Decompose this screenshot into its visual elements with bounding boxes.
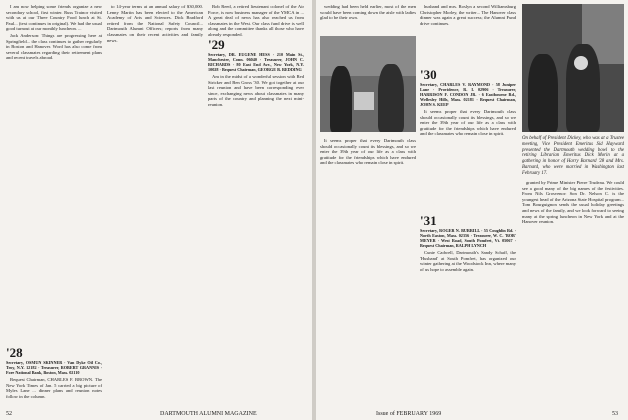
class-1930-text: It seems proper that every Dartmouth class should occasionally count its blessings, and so we enter the 39th year of our life as a class with gratitude for the friendships which have endured and the classmates who remain close in spirit. <box>420 109 516 137</box>
class-1928-officers: Secretary, OSMUN SKINNER · Van Dyke Oil Co., Troy, N.Y. 12182 · Treasurer, ROBERT GRANNIS · Fore National Bank, Boston, Mass. 02110 <box>6 360 102 375</box>
class-1931-officers: Secretary, ROGER N. BURRILL · 55 Coughlin Rd. · North Easton, Mass. 02356 · Treasurer, W. C. 'BOB' MEYER · West Road, South Pomfret, Vt. 05067 · Bequest Chairman, RALPH LYNCH <box>420 228 516 248</box>
class-1931-section <box>420 212 516 408</box>
left-column-1 <box>6 4 102 344</box>
ceremony-photo <box>320 36 416 132</box>
left-column-2 <box>107 4 203 408</box>
class-1928-heading: '28 <box>6 345 23 360</box>
right-col1-body: It seems proper that every Dartmouth class should occasionally count its blessings, and so we enter the 39th year of our life as a class with gratitude for the friendships which have endured and the classmates who remain close in spirit. <box>320 138 416 166</box>
class-1930-officers: Secretary, CHARLES V. RAYMOND · 58 Juniper Lane · Providence, R. I. 02906 · Treasurer, HARRISON F. CONDON JR. · 6 Eastbourne Rd., Wellesley Hills, Mass. 02181 · Bequest Chairman, JOHN S. KEEP <box>420 82 516 107</box>
right-footer-issue: Issue of FEBRUARY 1969 <box>376 411 442 417</box>
photo-caption: On behalf of President Dickey, who was at a Trustee meeting, Vice President Emeritus Sid Hayward presented the Dartmouth wedding bowl to the retiring Librarian Emeritus Dick Morin at a gathering in honor of Harry Barnard '28 and Mrs. Barnard, who were married in Washington last February 17. <box>522 136 624 176</box>
left-column-3-top <box>208 4 304 37</box>
right-column-1-top <box>320 4 416 34</box>
class-1929-section <box>208 36 304 406</box>
class-1931-text: Cunie Cadwell, Dartmouth's Sandy Schaff, the 'Husband' at South Pomfret, has organized our winter gathering at the Woodstock Inn, where many of us hope to assemble again. <box>420 250 516 272</box>
right-col1-text: wedding had been held earlier, most of the men would have been coming down the aisle with ladies glad to be their own. <box>320 4 416 21</box>
class-1929-officers: Secretary, DR. EUGENE HESS · 210 Main St., Manchester, Conn. 06040 · Treasurer, JOHN C. RICHARDS · 80 East End Ave., New York, N.Y. 10028 · Bequest Chairman, GEORGE B. REDDING <box>208 52 304 72</box>
left-col2-text: to 14-year terms at an annual salary of $30,000. Lenny Martin has been elected to the American Academy of Arts and Sciences. Dick Bradford retired from the National Safety Council... Dartmouth Alumni Officers; reports from many classmates on their recent activities and family news. <box>107 4 203 43</box>
left-col1-tail: Jack Anderson: Things are progressing here at Springfield... the class continues to gather regularly in Boston and Hanover. Word has also come from several classmates regarding their retirement plans and recent travels abroad. <box>6 32 102 61</box>
left-col3-text: Bob Reed, a retired lieutenant colonel of the Air Force, is now business manager of the YMCA in ... A great deal of news has also reached us from classmates in the West. Our class fund drive is well along and the committee thanks all those who have already responded. <box>208 4 304 37</box>
left-page <box>0 0 312 420</box>
class-1928-text: Bequest Chairman, CHARLES F. BROWN. The New York Times of Jan. 5 carried a big picture of Myles Lane ... dinner plans and reunion notes follow in the column. <box>6 377 102 399</box>
left-page-number: 52 <box>6 411 12 417</box>
class-1931-heading: '31 <box>420 213 437 228</box>
right-column-2-top <box>420 4 516 64</box>
class-1930-section <box>420 66 516 206</box>
portrait-photo <box>522 4 624 132</box>
right-page-number: 53 <box>612 411 618 417</box>
left-footer-magazine: DARTMOUTH ALUMNI MAGAZINE <box>160 411 257 417</box>
right-column-1-bottom <box>320 138 416 408</box>
right-page <box>316 0 628 420</box>
class-1929-text: Am in the midst of a wonderful session with Red Stricker and Ben Gross '30. We got together at our last reunion and have been corresponding ever since, exchanging news about classmates in many parts of the country and planning the next mini-reunion. <box>208 74 304 107</box>
class-1929-heading: '29 <box>208 37 225 52</box>
left-col1-text: I am now helping some friends organize a new secondary school, first winter. Russ Trainor visited with us at our Three Country Food lunch at St. Paul... (text continues in original). We had the usual good turnout at our monthly luncheon. ... <box>6 4 102 32</box>
right-column-3-bottom <box>522 180 624 408</box>
class-1930-heading: '30 <box>420 67 437 82</box>
right-col3-text: granted by Prime Minister Pierre Trudeau. We could see a good many of the big names of the festivities. From Nils Grosvenor: Son Dr. Nelson C. is the youngest head of the Arizona State Hospital program... Tom Bourguignon sends the usual holiday greetings and news of the family, and we look forward to seeing many at the spring luncheon in New York and at the Hanover reunion. <box>522 180 624 225</box>
class-1928-section <box>6 344 102 410</box>
right-col2-text: husband and mrs. Roslyn a second Williamsburg Christopher Morley, the writer... The Hanover class dinner was again a great success; the Alumni Fund drive continues. <box>420 4 516 26</box>
